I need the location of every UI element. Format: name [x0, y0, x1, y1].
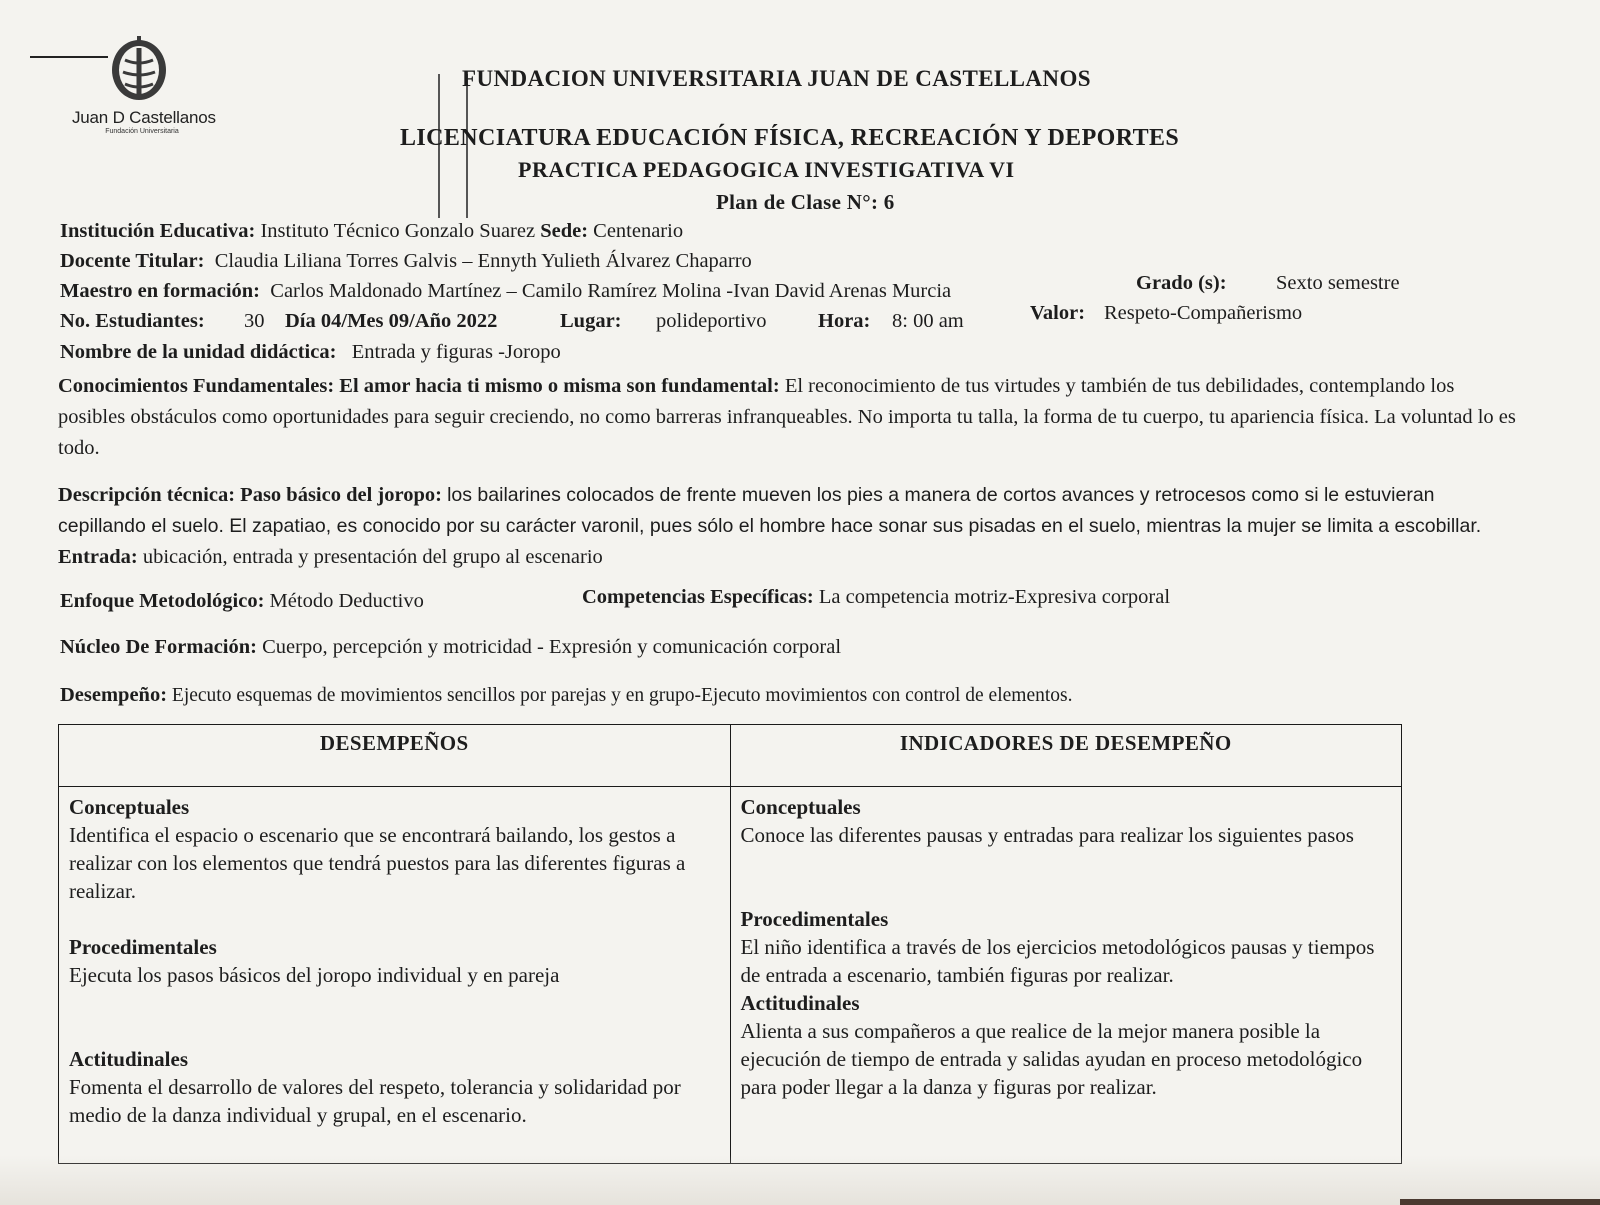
competencias-value: La competencia motriz-Expresiva corporal [818, 586, 1171, 608]
program-title: LICENCIATURA EDUCACIÓN FÍSICA, RECREACIÓN Y DEPORTES [400, 125, 1180, 151]
docente-line [60, 250, 752, 273]
right-actitudinales-title: Actitudinales [740, 991, 860, 1015]
right-actitudinales-text: Alienta a sus compañeros a que realice de la mejor manera posible la ejecución de tiempo de entrada y salidas ayudan en proceso metodológico para poder llegar a la danza y figuras por realizar. [740, 1019, 1363, 1099]
right-procedimentales-text: El niño identifica a través de los ejercicios metodológicos pausas y tiempos de entrada a escenario, también figuras por realizar. [740, 935, 1375, 987]
nucleo-line [60, 636, 841, 659]
table-header-row [59, 725, 1402, 787]
desempeno-value: Ejecuto esquemas de movimientos sencillos por parejas y en grupo-Ejecuto movimientos con control de elementos. [171, 685, 1073, 706]
page-edge [1400, 1199, 1600, 1205]
conocimientos-text: El reconocimiento de tus virtudes y también de tus debilidades, contemplando los posibles obstáculos como oportunidades para seguir creciendo, no como barreras infranqueables. No importa tu talla, la forma de tu cuerpo, tu apariencia física. La voluntad lo es todo. [58, 375, 1516, 459]
competencias-label: Competencias Específicas: [582, 586, 814, 608]
unidad-label: Nombre de la unidad didáctica: [60, 341, 337, 363]
competencias-line [582, 586, 1170, 609]
grado-value: Sexto semestre [1276, 272, 1400, 294]
table-row [59, 787, 1402, 1164]
nucleo-value: Cuerpo, percepción y motricidad - Expresión y comunicación corporal [262, 636, 842, 658]
sede-value: Centenario [593, 220, 684, 242]
left-actitudinales-text: Fomenta el desarrollo de valores del respeto, tolerancia y solidaridad por medio de la danza individual y grupal, en el escenario. [69, 1075, 681, 1127]
header-desempenos: DESEMPEÑOS [59, 725, 731, 787]
lugar-value: polideportivo [656, 310, 767, 332]
enfoque-value: Método Deductivo [269, 590, 424, 612]
indicadores-cell [730, 787, 1402, 1164]
left-procedimentales-text: Ejecuta los pasos básicos del joropo individual y en pareja [69, 963, 560, 987]
valor-label: Valor: [1030, 302, 1086, 324]
sede-label: Sede: [540, 220, 589, 242]
hora-value: 8: 00 am [892, 310, 964, 332]
left-conceptuales-title: Conceptuales [69, 795, 190, 819]
nucleo-label: Núcleo De Formación: [60, 636, 257, 658]
fecha-label: Día 04/Mes 09/Año 2022 [285, 310, 498, 332]
right-conceptuales-title: Conceptuales [740, 795, 861, 819]
right-procedimentales-title: Procedimentales [740, 907, 889, 931]
enfoque-line [60, 590, 424, 613]
seal-icon [107, 36, 171, 104]
unidad-line [60, 341, 561, 364]
valor-value: Respeto-Compañerismo [1104, 302, 1303, 324]
plan-title: Plan de Clase N°: 6 [716, 190, 895, 214]
institution-title: FUNDACION UNIVERSITARIA JUAN DE CASTELLANOS [462, 66, 1091, 91]
university-logo [72, 36, 222, 135]
institution-line [60, 220, 683, 243]
estudiantes-label: No. Estudiantes: [60, 310, 205, 332]
desempeno-line [60, 684, 1072, 707]
maestro-line [60, 280, 951, 303]
docente-value: Claudia Liliana Torres Galvis – Ennyth Yulieth Álvarez Chaparro [214, 250, 752, 272]
left-actitudinales-title: Actitudinales [69, 1047, 189, 1071]
page-shadow [0, 1155, 1600, 1205]
right-conceptuales-text: Conoce las diferentes pausas y entradas para realizar los siguientes pasos [740, 823, 1354, 847]
entrada-label: Entrada: [58, 546, 138, 568]
desempeno-label: Desempeño: [60, 684, 168, 706]
left-procedimentales-title: Procedimentales [69, 935, 217, 959]
institution-label: Institución Educativa: [60, 220, 256, 242]
grado-label: Grado (s): [1136, 272, 1227, 294]
institution-value: Instituto Técnico Gonzalo Suarez [260, 220, 536, 242]
descripcion-text: los bailarines colocados de frente mueven los pies a manera de cortos avances y retrocesos como si le estuvieran cepillando el suelo. El zapatiao, es conocido por su carácter varonil, pues sólo el hombre hace sonar sus pisadas en el suelo, mientras la mujer se limita a escobillar. [58, 484, 1482, 537]
logo-name: Juan D Castellanos [72, 108, 216, 127]
course-title: PRACTICA PEDAGOGICA INVESTIGATIVA VI [518, 157, 1015, 182]
left-conceptuales-text: Identifica el espacio o escenario que se encontrará bailando, los gestos a realizar con los elementos que tendrá puestos para las diferentes figuras a realizar. [69, 823, 686, 903]
header-indicadores: INDICADORES DE DESEMPEÑO [730, 725, 1402, 787]
unidad-value: Entrada y figuras -Joropo [351, 341, 561, 363]
entrada-text: ubicación, entrada y presentación del grupo al escenario [142, 546, 603, 568]
logo-subtitle: Fundación Universitaria [105, 128, 179, 135]
docente-label: Docente Titular: [60, 250, 205, 272]
maestro-label: Maestro en formación: [60, 280, 261, 302]
desempenos-cell [59, 787, 731, 1164]
estudiantes-value: 30 [244, 310, 265, 332]
enfoque-label: Enfoque Metodológico: [60, 590, 265, 612]
descripcion-paragraph [58, 480, 1526, 573]
lugar-label: Lugar: [560, 310, 622, 332]
maestro-value: Carlos Maldonado Martínez – Camilo Ramírez Molina -Ivan David Arenas Murcia [270, 280, 952, 302]
hora-label: Hora: [818, 310, 871, 332]
conocimientos-paragraph [58, 371, 1526, 464]
descripcion-label: Descripción técnica: Paso básico del joropo: [58, 484, 442, 506]
performance-table [58, 724, 1402, 1164]
conocimientos-label: Conocimientos Fundamentales: El amor hacia ti mismo o misma son fundamental: [58, 375, 780, 397]
